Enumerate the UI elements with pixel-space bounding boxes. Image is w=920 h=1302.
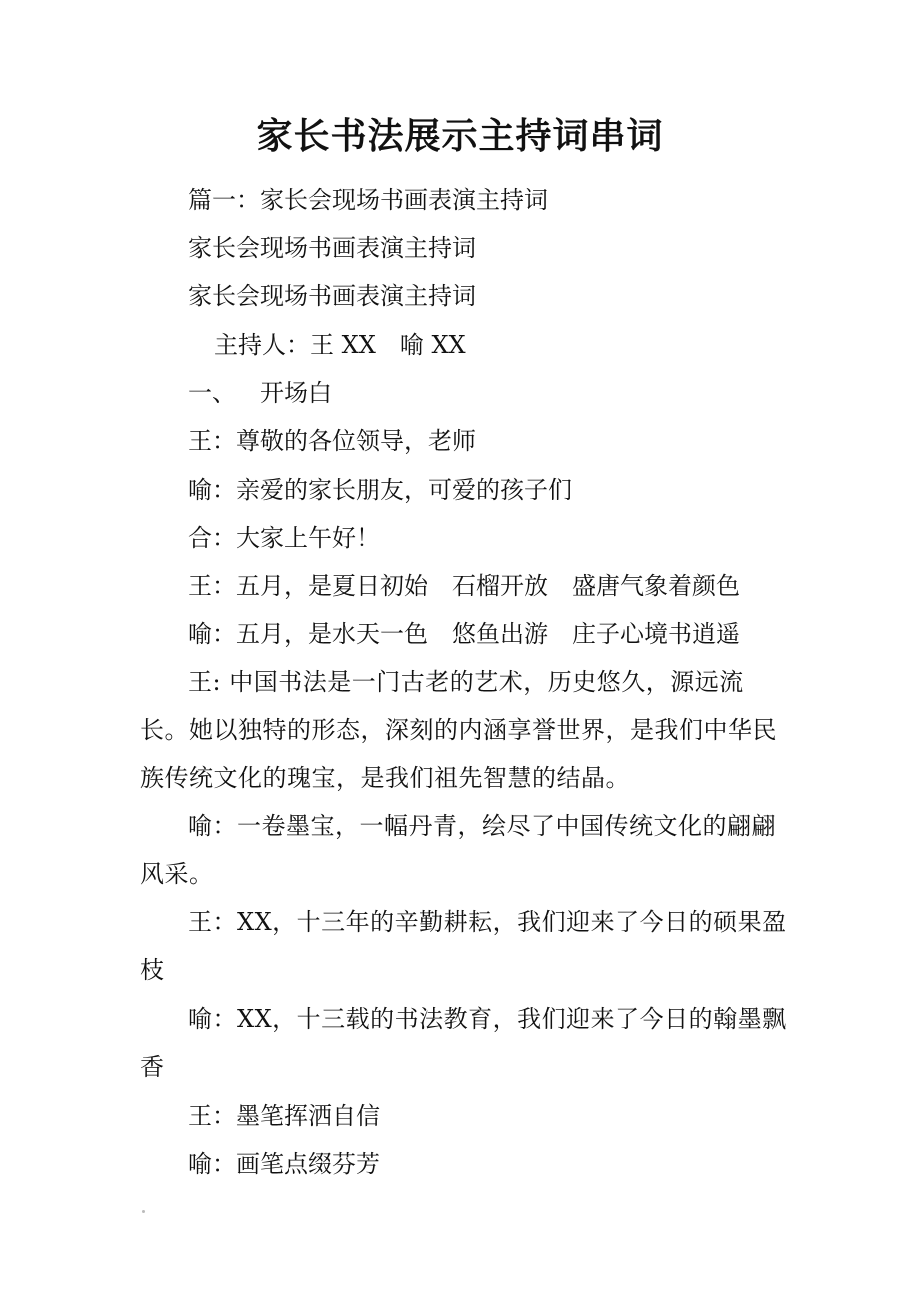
paragraph-3: 王：XX，十三年的辛勤耕耘，我们迎来了今日的硕果盈枝: [140, 908, 787, 984]
page-speck: [142, 1210, 145, 1213]
dialogue-line-1: 王：尊敬的各位领导，老师: [188, 427, 476, 455]
closing-line-1: 王：墨笔挥洒自信: [188, 1102, 380, 1130]
dialogue-line-3: 合：大家上午好！: [188, 524, 380, 552]
host-second: 喻 XX: [399, 331, 466, 359]
text-line-2: 家长会现场书画表演主持词: [188, 234, 476, 262]
verse-line-2: [188, 610, 740, 658]
section-number: 一、: [188, 379, 236, 407]
document-title: 家长书法展示主持词串词: [256, 115, 664, 157]
verse-2-part-a: 喻：五月，是水天一色: [188, 620, 428, 648]
verse-1-part-a: 王：五月，是夏日初始: [188, 572, 428, 600]
paragraph-2: 喻：一卷墨宝，一幅丹青，绘尽了中国传统文化的翩翩风采。: [140, 812, 776, 888]
dialogue-line-2: 喻：亲爱的家长朋友，可爱的孩子们: [188, 476, 572, 504]
host-line: [214, 321, 466, 369]
closing-line-2: 喻：画笔点缀芬芳: [188, 1150, 380, 1178]
section-heading: [188, 369, 332, 417]
verse-1-part-b: 石榴开放: [452, 572, 548, 600]
verse-2-part-b: 悠鱼出游: [452, 620, 548, 648]
verse-line-1: [188, 562, 740, 610]
text-line-1: 篇一：家长会现场书画表演主持词: [188, 186, 548, 214]
verse-2-part-c: 庄子心境书逍遥: [572, 620, 740, 648]
host-label: 主持人：王 XX: [214, 331, 376, 359]
verse-1-part-c: 盛唐气象着颜色: [572, 572, 740, 600]
paragraph-4: 喻：XX，十三载的书法教育，我们迎来了今日的翰墨飘香: [140, 1005, 787, 1081]
paragraph-1: 王: 中国书法是一门古老的艺术，历史悠久，源远流长。她以独特的形态，深刻的内涵享誉世界，是我们中华民族传统文化的瑰宝，是我们祖先智慧的结晶。: [140, 668, 777, 792]
text-line-3: 家长会现场书画表演主持词: [188, 282, 476, 310]
section-title: 开场白: [260, 379, 332, 407]
